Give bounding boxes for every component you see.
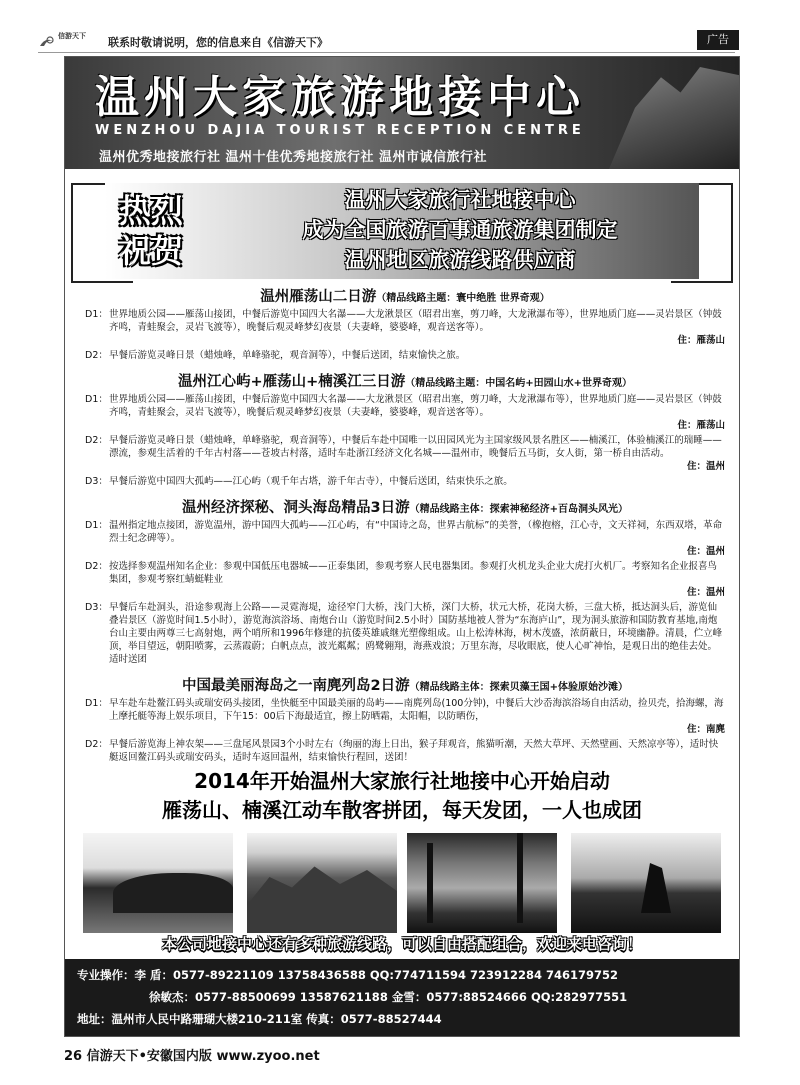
day-text: 早餐后车赴洞头，沿途参观海上公路——灵霓海堤，途径窄门大桥，浅门大桥，深门大桥，状元大桥，花岗大桥，三盘大桥，抵达洞头后，游览仙叠岩景区（游览时间1.5小时），游览海滨浴场、南炮台山（游览时间2.5小时）国防基地被人誉为“东海庐山”，现为洞头旅游和国防教育基地,南炮台山主要由两尊三七高射炮，两个哨所和1996年修建的抗倭英雄戚继光塑像组成。山上松涛林海，树木茂盛，浓荫蔽日，环境幽静。清晨，伫立峰顶，举目望远，朝阳喷雾，云蒸霞蔚；白帆点点，波光粼粼；鸥鹭翱翔，海燕戏浪；万里东海，尽收眼底，使人心旷神怡，是观日出的绝佳去处。适时送团 <box>109 602 723 665</box>
banner-title: 温州大家旅游地接中心 <box>95 72 585 123</box>
contact-row-3: 地址：温州市人民中路珊瑚大楼210-211室 传真：0577-88527444 <box>77 1012 442 1026</box>
tour-day <box>85 738 725 764</box>
day-label: D1： <box>85 309 108 320</box>
day-label: D1： <box>85 698 108 709</box>
page-footer: 26 信游天下•安徽国内版 www.zyoo.net <box>64 1049 320 1064</box>
day-text: 温州指定地点接团，游览温州，游中国四大孤屿——江心屿，有“中国诗之岛，世界古航标”的美誉，（橡抱榕，江心寺，文天祥祠，东西双塔，革命烈士纪念碑等）。 <box>109 520 723 544</box>
advert-frame <box>64 56 740 1037</box>
tour-day <box>85 519 725 558</box>
tour-day <box>85 393 725 432</box>
day-stay: 住：雁荡山 <box>677 420 725 431</box>
day-text: 早餐后游览灵峰日景（蜡烛峰，单峰骆驼，观音洞等），中餐后送团，结束愉快之旅。 <box>109 350 466 361</box>
day-stay: 住：温州 <box>686 587 725 598</box>
beach-palm-photo <box>407 833 557 933</box>
day-stay: 住：温州 <box>686 461 725 472</box>
day-text: 早餐后游览海上神农架——三盘尾风景园3个小时左右（绚丽的海上日出，猴子拜观音，熊猫听潮，天然大草坪、天然壁画、天然凉亭等），适时快艇返回鳌江码头或瑞安码头，适时车返回温州，结束愉快行程回，送团！ <box>109 739 719 763</box>
tour-title <box>85 291 725 305</box>
tour-name: 温州经济探秘、洞头海岛精品3日游 <box>182 500 410 516</box>
tour-theme: （精品线路主题：中国名屿+田园山水+世界奇观） <box>405 378 633 389</box>
tour-day <box>85 601 725 666</box>
tour-name: 温州江心屿+雁荡山+楠溪江三日游 <box>177 374 406 390</box>
day-text: 早餐后游览灵峰日景（蜡烛峰，单峰骆驼，观音洞等），中餐后车赴中国唯一以田园风光为主国家级风景名胜区——楠溪江，体验楠溪江的瑞睡——漂流，参观生活着的千年古村落——苍坡古村落，适时车赴浙江经济文化名城——温州市，晚餐后五马街，女人街，第一桥自由活动。 <box>109 435 722 459</box>
lake-photo <box>83 833 233 933</box>
day-text: 按选择参观温州知名企业：参观中国低压电器城——正泰集团，参观考察人民电器集团。参观打火机龙头企业大虎打火机厂。考察知名企业报喜鸟集团，参观考察红蜻蜓鞋业 <box>109 561 718 585</box>
tour-title <box>85 680 725 694</box>
tour-day <box>85 475 725 488</box>
top-bar <box>38 32 735 53</box>
contact-row-2: 徐敏杰：0577-88500699 13587621188 金雪：0577:88524666 QQ:282977551 <box>149 990 628 1004</box>
tour-theme: （精品线路主体：探索神秘经济+百岛洞头风光） <box>409 504 628 515</box>
logo-text: 信游天下 <box>58 32 86 40</box>
mountain-photo <box>247 833 397 933</box>
tour-theme: （精品线路主题：寰中绝胜 世界奇观） <box>376 293 550 304</box>
day-text: 世界地质公园——雁荡山接团，中餐后游览中国四大名瀑——大龙湫景区（昭君出塞，剪刀峰，大龙湫瀑布等），世界地质门庭——灵岩景区（钟鼓齐鸣，青蛙聚会，灵岩飞渡等），晚餐后观灵峰梦幻夜景（夫妻峰，婆婆峰，观音送客等）。 <box>109 394 722 418</box>
day-stay: 住：南麂 <box>686 724 725 735</box>
celebrate-word-1: 热烈 <box>119 192 184 230</box>
banner <box>65 57 739 169</box>
day-label: D2： <box>85 350 108 361</box>
tour-title <box>85 502 725 516</box>
day-text: 早车赴车赴鳌江码头或瑞安码头接团，坐快艇至中国最美丽的岛屿——南麂列岛(100分钟)，中餐后大沙岙海滨浴场自由活动，捡贝壳，拾海螺，海上摩托艇等海上娱乐项目，下午15：00后下海最适宜，擦上防晒霜，太阳帽，以防晒伤， <box>109 698 724 722</box>
tour-list <box>85 289 725 766</box>
tour-name: 中国最美丽海岛之一南麂列岛2日游 <box>182 678 410 694</box>
celebration-line: 成为全国旅游百事通旅游集团制定 <box>302 218 618 242</box>
tour-day <box>85 349 725 362</box>
ad-tag: 广告 <box>697 30 739 50</box>
day-label: D2： <box>85 561 108 572</box>
slogan-line-1: 2014年开始温州大家旅行社地接中心开始启动 <box>194 769 610 793</box>
tour-day <box>85 560 725 599</box>
celebration-box <box>65 177 739 287</box>
tour-title <box>85 376 725 390</box>
photo-strip <box>83 833 723 933</box>
celebrate-word-2: 祝贺 <box>119 232 184 270</box>
tour-day <box>85 434 725 473</box>
launch-slogan <box>65 767 739 825</box>
day-label: D1： <box>85 520 108 531</box>
day-stay: 住：温州 <box>686 546 725 557</box>
contact-panel <box>65 959 739 1036</box>
day-stay: 住：雁荡山 <box>677 335 725 346</box>
celebration-lines <box>225 185 695 275</box>
day-label: D3： <box>85 476 108 487</box>
day-label: D1： <box>85 394 108 405</box>
sea-rock-photo <box>571 833 721 933</box>
contact-row-1: 专业操作：李 盾：0577-89221109 13758436588 QQ:774711594 723912284 746179752 <box>77 968 619 982</box>
source-notice: 联系时敬请说明，您的信息来自《信游天下》 <box>108 36 328 49</box>
slogan-line-2: 雁荡山、楠溪江动车散客拼团，每天发团，一人也成团 <box>162 798 642 822</box>
tour-day <box>85 308 725 347</box>
banner-subtitle: 温州优秀地接旅行社 温州十佳优秀地接旅行社 温州市诚信旅行社 <box>99 150 488 165</box>
tour-day <box>85 697 725 736</box>
day-text: 早餐后游览中国四大孤屿——江心屿（观千年古塔，游千年古寺），中餐后送团，结束快乐之旅。 <box>109 476 513 487</box>
tour-theme: （精品线路主体：探索贝藻王国+体验原始沙滩） <box>409 682 628 693</box>
celebration-line: 温州地区旅游线路供应商 <box>344 248 576 272</box>
day-label: D2： <box>85 435 108 446</box>
banner-english: WENZHOU DAJIA TOURIST RECEPTION CENTRE <box>95 123 585 138</box>
day-label: D3： <box>85 602 108 613</box>
day-label: D2： <box>85 739 108 750</box>
cliff-photo <box>609 67 739 169</box>
tour-name: 温州雁荡山二日游 <box>260 289 377 305</box>
day-text: 世界地质公园——雁荡山接团，中餐后游览中国四大名瀑——大龙湫景区（昭君出塞，剪刀峰，大龙湫瀑布等），世界地质门庭——灵岩景区（钟鼓齐鸣，青蛙聚会，灵岩飞渡等），晚餐后观灵峰梦幻夜景（夫妻峰，婆婆峰，观音送客等）。 <box>109 309 722 333</box>
call-to-action: 本公司地接中心还有多种旅游线路，可以自由搭配组合，欢迎来电咨询！ <box>161 935 642 953</box>
celebration-line: 温州大家旅行社地接中心 <box>344 188 576 212</box>
celebrate-stamp <box>119 191 211 271</box>
